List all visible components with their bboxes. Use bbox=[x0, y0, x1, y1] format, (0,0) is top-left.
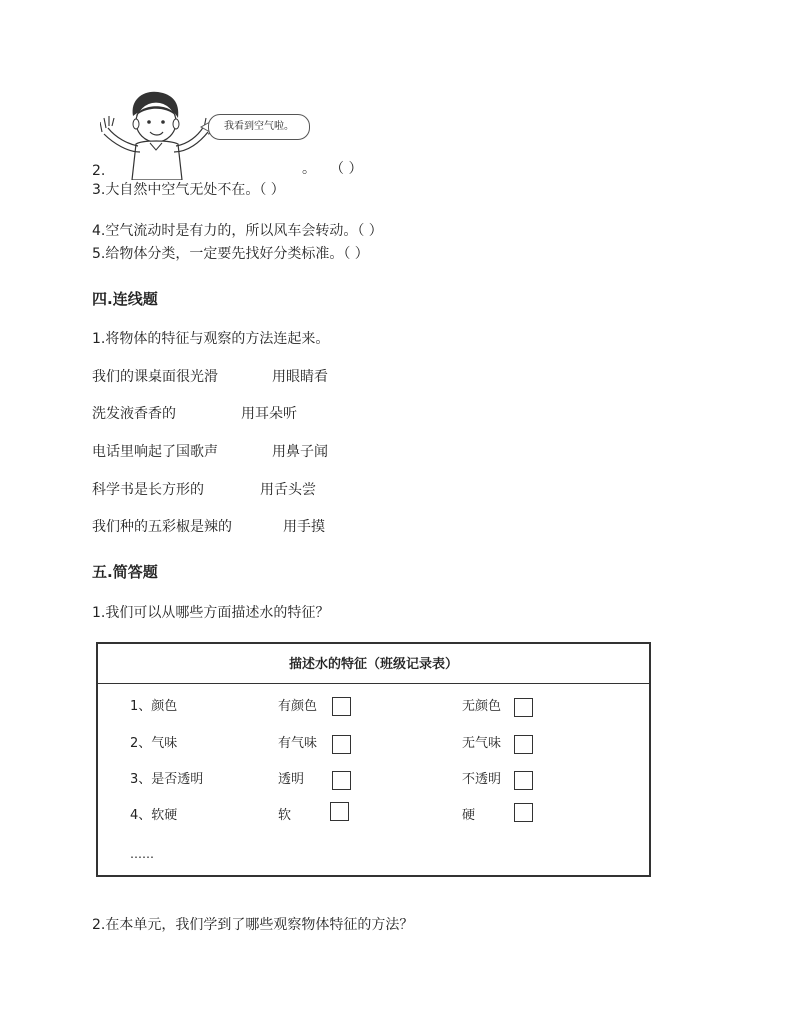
table-ellipsis: …… bbox=[130, 847, 154, 861]
row-3-option-2: 不透明 bbox=[462, 772, 502, 787]
row-4-checkbox-2[interactable] bbox=[514, 803, 533, 822]
match-left-2[interactable]: 洗发液香香的 bbox=[92, 406, 176, 422]
section-4-question: 1.将物体的特征与观察的方法连起来。 bbox=[92, 331, 330, 347]
water-features-table bbox=[96, 642, 651, 877]
row-2-option-1: 有气味 bbox=[278, 736, 318, 751]
row-2-checkbox-1[interactable] bbox=[332, 735, 351, 754]
row-4-option-2: 硬 bbox=[462, 808, 476, 823]
match-right-5[interactable]: 用手摸 bbox=[283, 519, 325, 535]
tf-item-3: 3.大自然中空气无处不在。（ ） bbox=[92, 182, 285, 198]
row-1-option-2: 无颜色 bbox=[462, 699, 502, 714]
tf-item-2-period: 。 bbox=[302, 161, 316, 177]
row-1-label: 1、颜色 bbox=[130, 699, 178, 714]
tf-item-5: 5.给物体分类，一定要先找好分类标准。（ ） bbox=[92, 246, 369, 262]
match-left-4[interactable]: 科学书是长方形的 bbox=[92, 482, 204, 498]
match-left-5[interactable]: 我们种的五彩椒是辣的 bbox=[92, 519, 232, 535]
row-3-checkbox-2[interactable] bbox=[514, 771, 533, 790]
section-5-title: 五.简答题 bbox=[92, 563, 158, 581]
match-right-1[interactable]: 用眼睛看 bbox=[272, 369, 328, 385]
speech-bubble: 我看到空气啦。 bbox=[208, 114, 310, 140]
row-1-checkbox-2[interactable] bbox=[514, 698, 533, 717]
match-left-3[interactable]: 电话里响起了国歌声 bbox=[92, 444, 218, 460]
section-5-question-2: 2.在本单元，我们学到了哪些观察物体特征的方法？ bbox=[92, 917, 414, 933]
row-2-label: 2、气味 bbox=[130, 736, 178, 751]
row-1-option-1: 有颜色 bbox=[278, 699, 318, 714]
section-5-question-1: 1.我们可以从哪些方面描述水的特征？ bbox=[92, 605, 330, 621]
section-4-title: 四.连线题 bbox=[92, 290, 158, 308]
row-4-checkbox-1[interactable] bbox=[330, 802, 349, 821]
table-title: 描述水的特征（班级记录表） bbox=[288, 657, 458, 672]
match-right-3[interactable]: 用鼻子闻 bbox=[272, 444, 328, 460]
tf-item-2-answer-paren[interactable]: （ ） bbox=[330, 161, 363, 177]
row-3-label: 3、是否透明 bbox=[130, 772, 204, 787]
match-right-2[interactable]: 用耳朵听 bbox=[241, 406, 297, 422]
tf-item-4: 4.空气流动时是有力的，所以风车会转动。（ ） bbox=[92, 223, 383, 239]
tf-item-2-number: 2. bbox=[92, 163, 106, 179]
row-2-option-2: 无气味 bbox=[462, 736, 502, 751]
row-4-option-1: 软 bbox=[278, 808, 292, 823]
row-1-checkbox-1[interactable] bbox=[332, 697, 351, 716]
match-left-1[interactable]: 我们的课桌面很光滑 bbox=[92, 369, 218, 385]
row-4-label: 4、软硬 bbox=[130, 808, 178, 823]
match-right-4[interactable]: 用舌头尝 bbox=[260, 482, 316, 498]
row-3-checkbox-1[interactable] bbox=[332, 771, 351, 790]
row-2-checkbox-2[interactable] bbox=[514, 735, 533, 754]
row-3-option-1: 透明 bbox=[278, 772, 305, 787]
table-title-divider bbox=[98, 683, 649, 684]
